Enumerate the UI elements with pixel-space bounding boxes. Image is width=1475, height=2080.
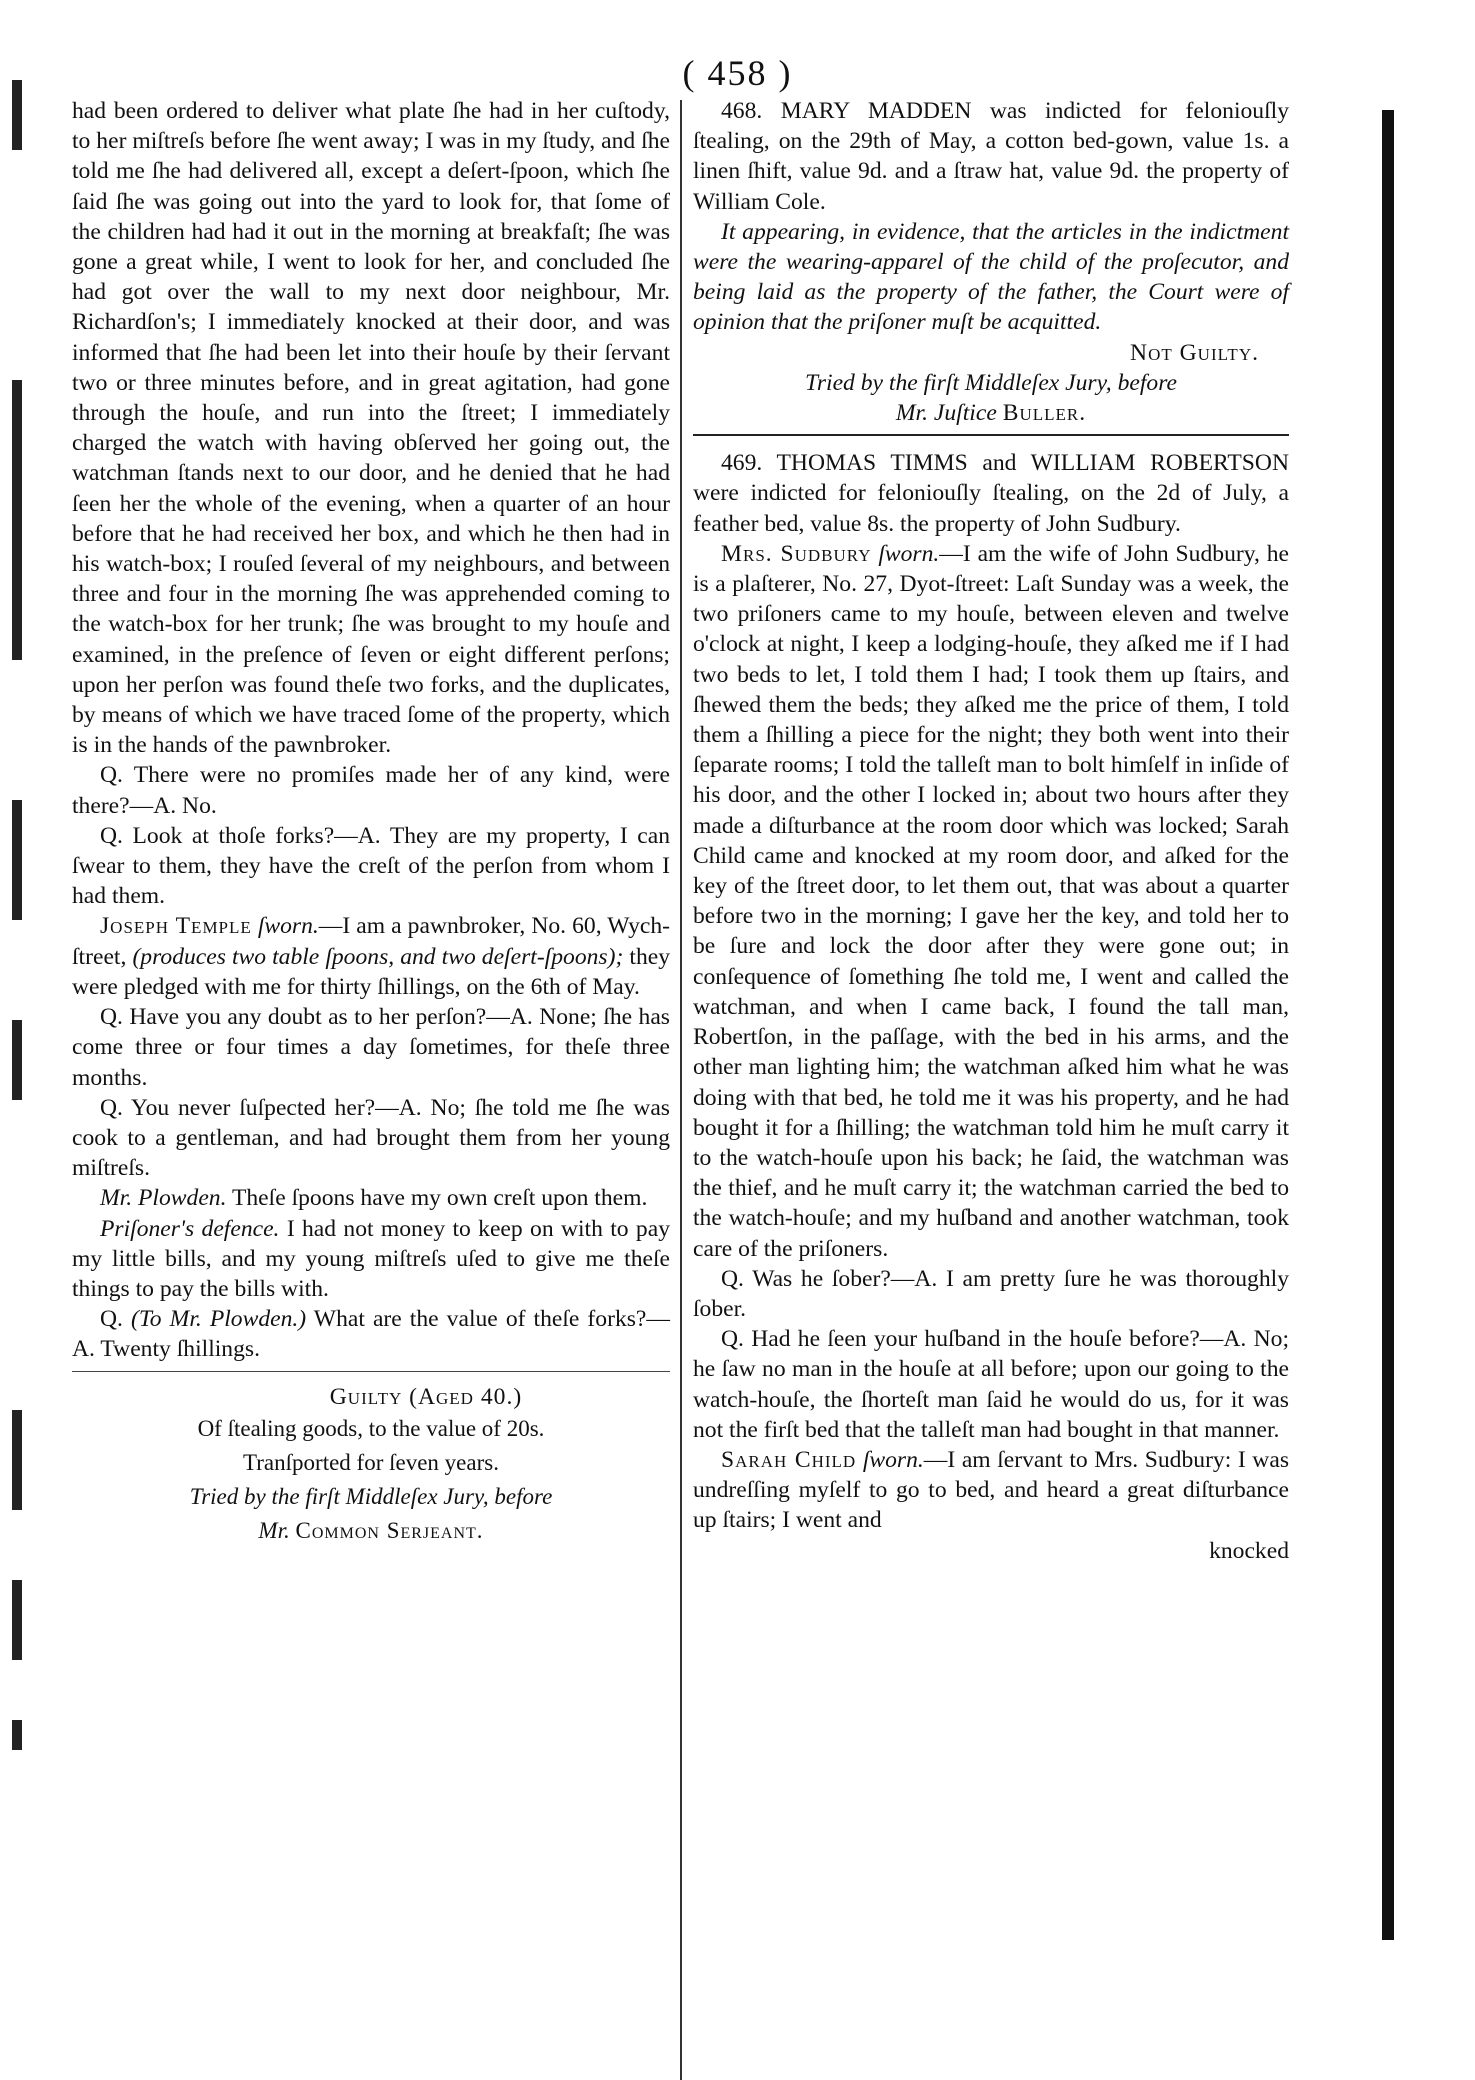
temple-produces: (produces two table ſpoons, and two deſert-ſpoons);	[132, 943, 624, 970]
defence-label: Priſoner's defence.	[100, 1215, 280, 1242]
sworn-label: ſworn.	[257, 913, 319, 940]
sudbury-testimony	[693, 539, 1289, 1264]
child-name: Sarah Child	[721, 1446, 857, 1473]
right-column	[693, 96, 1289, 1566]
sudbury-sworn: ſworn.	[878, 540, 940, 567]
case-468-tried-line2	[693, 398, 1289, 428]
defence-text: I had not money to keep on with to pay my little bills, and my young miſtreſs uſed to give me theſe things to pay the bills with.	[72, 1215, 670, 1302]
column-divider	[680, 100, 682, 2080]
child-testimony	[693, 1445, 1289, 1536]
left-separator	[72, 1371, 670, 1372]
question-promises: Q. There were no promiſes made her of any kind, were there?—A. No.	[72, 762, 670, 819]
right-edge-binding	[1382, 110, 1394, 1940]
question-husband: Q. Had he ſeen your huſband in the houſe before?—A. No; he ſaw no man in the houſe at all before; upon our going to the watch-houſe, the ſhorteſt man ſaid he would do us, for it was not the firſt bed that the talleſt man had bought in that manner.	[693, 1326, 1289, 1443]
child-text: —I am ſervant to Mrs. Sudbury: I was undreſſing myſelf to go to bed, and heard a great diſturbance up ſtairs; I went and	[693, 1446, 1289, 1534]
left-column	[72, 96, 670, 1548]
question-value	[72, 1304, 670, 1364]
plowden-name: Mr. Plowden.	[100, 1185, 227, 1212]
plowden-statement	[72, 1183, 670, 1213]
tried-by-judge: Common Serjeant.	[295, 1517, 484, 1543]
q5-a: Q.	[100, 1306, 123, 1333]
tried-by-mr: Mr.	[258, 1517, 290, 1543]
temple-text-a: —I am a pawnbroker, No. 60, Wych-ſtreet,	[72, 913, 670, 970]
question-sober: Q. Was he ſober?—A. I am pretty ſure he was thoroughly ſober.	[693, 1265, 1289, 1322]
temple-testimony	[72, 911, 670, 1002]
sentence-goods: Of ſtealing goods, to the value of 20s.	[197, 1415, 545, 1441]
case-468-tried-mr: Mr. Juſtice	[895, 400, 997, 427]
sudbury-name: Mrs. Sudbury	[721, 540, 872, 567]
tried-by-line2	[72, 1514, 670, 1548]
plowden-text: Theſe ſpoons have my own creſt upon them.	[231, 1185, 648, 1212]
verdict-guilty: Guilty (Aged 40.)	[329, 1383, 523, 1410]
case-468-evidence: It appearing, in evidence, that the articles in the indictment were the wearing-apparel of the child of the proſecutor, and being laid as the property of the father, the Court were of opinion that the priſoner muſt be acquitted.	[693, 218, 1289, 336]
catchword: knocked	[1209, 1537, 1289, 1564]
page-number: ( 458 )	[682, 53, 793, 93]
testimony-continuation: had been ordered to deliver what plate ſhe had in her cuſtody, to her miſtreſs before ſhe went away; I was in my ſtudy, and ſhe told me ſhe had delivered all, except a deſert-ſpoon, which ſhe ſaid ſhe was going out into the yard to look for, that ſome of the children had had it out in the morning at breakfaſt; ſhe was gone a great while, I went to look for her, and concluded ſhe had got over the wall to my next door neighbour, Mr. Richardſon's; I immediately knocked at their door, and was informed that ſhe had been let into their houſe by their ſervant two or three minutes before, and in great agitation, had gone through the houſe, and run into the ſtreet; I immediately charged the watch with having obſerved her going out, the watchman ſtands next to our door, and he denied that he had ſeen her the whole of the evening, when a quarter of an hour before that he had received her box, and which he then had in his watch-box; I rouſed ſeveral of my neighbours, and between three and four in the morning ſhe was apprehended coming to the watch-box for her trunk; ſhe was brought to my houſe and examined, in the preſence of ſeven or eight different perſons; upon her perſon was found theſe two forks, and the duplicates, by means of which we have traced ſome of the property, which is in the hands of the pawnbroker.	[72, 98, 670, 759]
q5-b: (To Mr. Plowden.)	[131, 1306, 307, 1333]
case-468-indictment: 468. MARY MADDEN was indicted for feloniouſly ſtealing, on the 29th of May, a cotton bed-gown, value 1s. a linen ſhift, value 9d. and a ſtraw hat, value 9d. the property of William Cole.	[693, 98, 1289, 215]
question-person: Q. Have you any doubt as to her perſon?—A. None; ſhe has come three or four times a day ſometimes, for theſe three months.	[72, 1004, 670, 1091]
sudbury-text: —I am the wife of John Sudbury, he is a plaſterer, No. 27, Dyot-ſtreet: Laſt Sunday was a week, the two priſoners came to my houſe, between eleven and twelve o'clock at night, I keep a lodging-houſe, they aſked me if I had two beds to let, I told them I had; I took them up ſtairs, and ſhewed them the beds; they aſked me the price of them, I told them a ſhilling a piece for the night; they both went into their ſeparate rooms; I told the talleſt man to bolt himſelf in inſide of his door, and the other I locked in; about two hours after they made a diſturbance at the room door which was locked; Sarah Child came and knocked at my room door, and aſked for the key of the ſtreet door, to let them out, that was about a quarter before two in the morning; I gave her the key, and told her to be ſure and lock the door after they were gone out; in conſequence of ſomething ſhe told me, I went and called the watchman, and when I came back, I found the tall man, Robertſon, in the paſſage, with the bed in his arms, and the other man lighting him; the watchman aſked him what he was doing with that bed, he told me it was his property, and he had bought it for a ſhilling; the watchman told him he muſt carry it to the watch-houſe upon his back; he ſaid, the watchman was the thief, and he muſt carry it; the watchman carried the bed to the watch-houſe; and my huſband and another watchman, took care of the priſoners.	[693, 540, 1289, 1262]
prisoner-defence	[72, 1214, 670, 1305]
tried-by-line1: Tried by the firſt Middleſex Jury, before	[189, 1483, 553, 1509]
child-sworn: ſworn.	[862, 1446, 924, 1473]
question-forks: Q. Look at thoſe forks?—A. They are my property, I can ſwear to them, they have the creſt of the perſon from whom I had them.	[72, 822, 670, 910]
sentence-transported: Tranſported for ſeven years.	[243, 1449, 499, 1475]
witness-name: Joseph Temple	[100, 913, 252, 940]
case-468-tried-line1: Tried by the firſt Middleſex Jury, before	[805, 369, 1177, 396]
question-suspected: Q. You never ſuſpected her?—A. No; ſhe told me ſhe was cook to a gentleman, and had brought them from her young miſtreſs.	[72, 1094, 670, 1182]
case-469-indictment: 469. THOMAS TIMMS and WILLIAM ROBERTSON were indicted for feloniouſly ſtealing, on the 2d of July, a feather bed, value 8s. the property of John Sudbury.	[693, 450, 1289, 537]
q5-c: What are the value of theſe forks?—A. Twenty ſhillings.	[72, 1306, 670, 1363]
case-468-judge: Buller.	[1002, 400, 1087, 427]
case-separator	[693, 434, 1289, 436]
left-margin-marks	[6, 80, 26, 1980]
case-468-verdict: Not Guilty.	[1130, 339, 1259, 366]
temple-text-b: they were pledged with me for thirty ſhillings, on the 6th of May.	[72, 943, 671, 1000]
